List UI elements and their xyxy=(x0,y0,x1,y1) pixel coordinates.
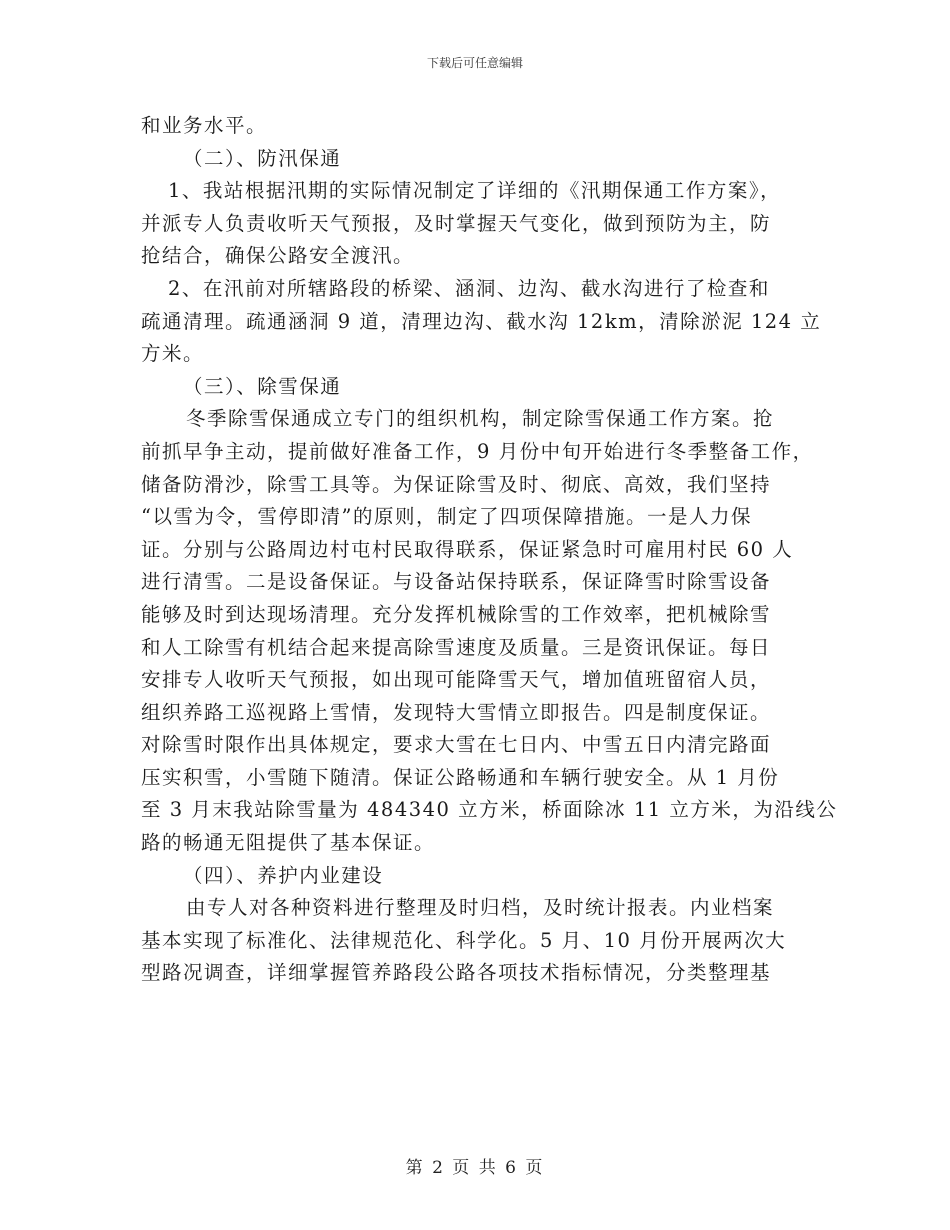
paragraph-line: 和业务水平。 xyxy=(141,114,268,137)
paragraph-line: 和人工除雪有机结合起来提高除雪速度及质量。三是资讯保证。每日 xyxy=(141,635,772,659)
paragraph-line: 型路况调查，详细掌握管养路段公路各项技术指标情况，分类整理基 xyxy=(141,961,772,985)
paragraph-line: 对除雪时限作出具体规定，要求大雪在七日内、中雪五日内清完路面 xyxy=(141,733,772,757)
paragraph-line: 抢结合，确保公路安全渡汛。 xyxy=(141,244,415,268)
paragraph-line: 压实积雪，小雪随下随清。保证公路畅通和车辆行驶安全。从 1 月份 xyxy=(141,765,780,789)
section-heading-snow: （三）、除雪保通 xyxy=(183,374,342,398)
paragraph-line: 并派专人负责收听天气预报，及时掌握天气变化，做到预防为主，防 xyxy=(141,211,772,235)
paragraph-line: 证。分别与公路周边村屯村民取得联系，保证紧急时可雇用村民 60 人 xyxy=(141,537,794,561)
paragraph-line: 基本实现了标准化、法律规范化、科学化。5 月、10 月份开展两次大 xyxy=(141,928,787,952)
section-heading-maintenance: （四）、养护内业建设 xyxy=(183,863,384,887)
paragraph-line: 2、在汛前对所辖路段的桥梁、涵洞、边沟、截水沟进行了检查和 xyxy=(168,276,770,300)
paragraph-line: 前抓早争主动，提前做好准备工作，9 月份中旬开始进行冬季整备工作， xyxy=(141,439,814,463)
paragraph-line: 冬季除雪保通成立专门的组织机构，制定除雪保通工作方案。抢 xyxy=(186,407,775,431)
paragraph-line: 方米。 xyxy=(141,342,205,366)
paragraph-line: 至 3 月末我站除雪量为 484340 立方米，桥面除冰 11 立方米，为沿线公 xyxy=(141,798,838,822)
page-header: 下载后可任意编辑 xyxy=(426,56,523,70)
paragraph-line: 路的畅通无阻提供了基本保证。 xyxy=(141,831,436,855)
section-heading-flood: （二）、防汛保通 xyxy=(183,146,342,170)
paragraph-line: 组织养路工巡视路上雪情，发现特大雪情立即报告。四是制度保证。 xyxy=(141,700,772,724)
page-number-footer: 第 2 页 共 6 页 xyxy=(405,1158,545,1178)
paragraph-line: 安排专人收听天气预报，如出现可能降雪天气，增加值班留宿人员， xyxy=(141,668,772,692)
document-body xyxy=(141,110,838,990)
paragraph-line: 1、我站根据汛期的实际情况制定了详细的《汛期保通工作方案》， xyxy=(168,179,782,203)
paragraph-line: 进行清雪。二是设备保证。与设备站保持联系，保证降雪时除雪设备 xyxy=(141,570,772,594)
paragraph-line: 疏通清理。疏通涵洞 9 道，清理边沟、截水沟 12km，清除淤泥 124 立 xyxy=(141,309,822,333)
paragraph-line: 储备防滑沙，除雪工具等。为保证除雪及时、彻底、高效，我们坚持 xyxy=(141,472,772,496)
paragraph-line: 能够及时到达现场清理。充分发挥机械除雪的工作效率，把机械除雪 xyxy=(141,602,772,626)
paragraph-line: 由专人对各种资料进行整理及时归档，及时统计报表。内业档案 xyxy=(186,896,775,920)
paragraph-line: “以雪为令，雪停即清”的原则，制定了四项保障措施。一是人力保 xyxy=(141,505,752,529)
